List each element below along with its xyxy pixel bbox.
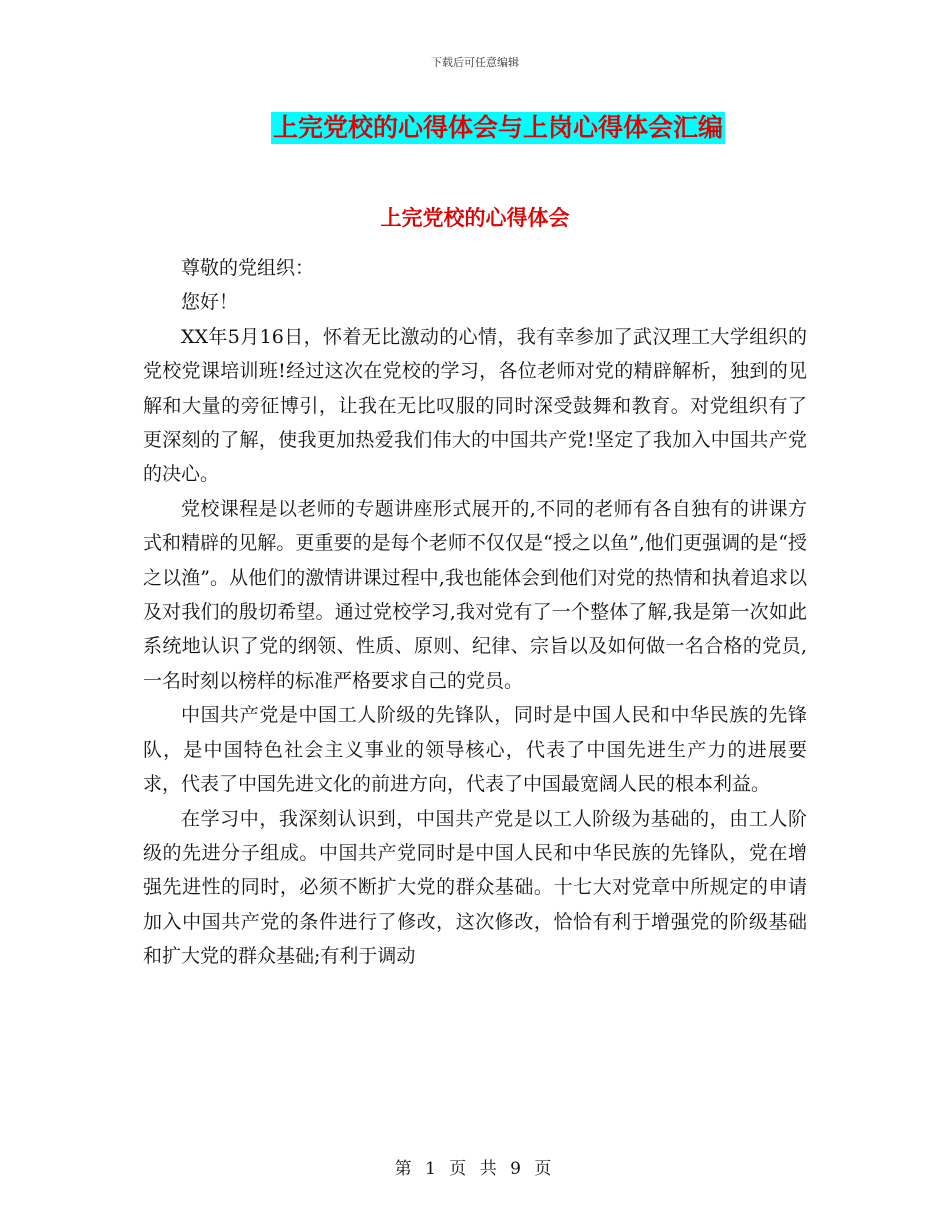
title-container — [0, 112, 950, 144]
page-number-footer: 第 1 页 共 9 页 — [394, 1159, 556, 1179]
greeting: 您好！ — [181, 291, 239, 314]
body-paragraph: 在学习中，我深刻认识到，中国共产党是以工人阶级为基础的，由工人阶级的先进分子组成。中国共产党同时是中国人民和中华民族的先锋队，党在增强先进性的同时，必须不断扩大党的群众基础。十七大对党章中所规定的申请加入中国共产党的条件进行了修改，这次修改，恰恰有利于增强党的阶级基础和扩大党的群众基础;有利于调动 — [143, 807, 807, 968]
body-paragraph: 中国共产党是中国工人阶级的先锋队，同时是中国人民和中华民族的先锋队，是中国特色社会主义事业的领导核心，代表了中国先进生产力的进展要求，代表了中国先进文化的前进方向，代表了中国最宽阔人民的根本利益。 — [143, 704, 807, 796]
body-paragraph: XX年5月16日，怀着无比激动的心情，我有幸参加了武汉理工大学组织的党校党课培训班!经过这次在党校的学习，各位老师对党的精辟解析，独到的见解和大量的旁征博引，让我在无比叹服的同时深受鼓舞和教育。对党组织有了更深刻的了解，使我更加热爱我们伟大的中国共产党!坚定了我加入中国共产党的决心。 — [143, 325, 807, 486]
document-title: 上完党校的心得体会与上岗心得体会汇编 — [272, 113, 723, 142]
body-paragraph: 党校课程是以老师的专题讲座形式展开的,不同的老师有各自独有的讲课方式和精辟的见解。更重要的是每个老师不仅仅是“授之以鱼”,他们更强调的是“授之以渔”。从他们的激情讲课过程中,我也能体会到他们对党的热情和执着追求以及对我们的殷切希望。通过党校学习,我对党有了一个整体了解,我是第一次如此系统地认识了党的纲领、性质、原则、纪律、宗旨以及如何做一名合格的党员,一名时刻以榜样的标准严格要求自己的党员。 — [143, 497, 807, 692]
salutation: 尊敬的党组织： — [181, 257, 315, 279]
section-title: 上完党校的心得体会 — [380, 206, 570, 230]
document-body — [143, 251, 807, 974]
page-header-note: 下载后可任意编辑 — [431, 56, 519, 69]
